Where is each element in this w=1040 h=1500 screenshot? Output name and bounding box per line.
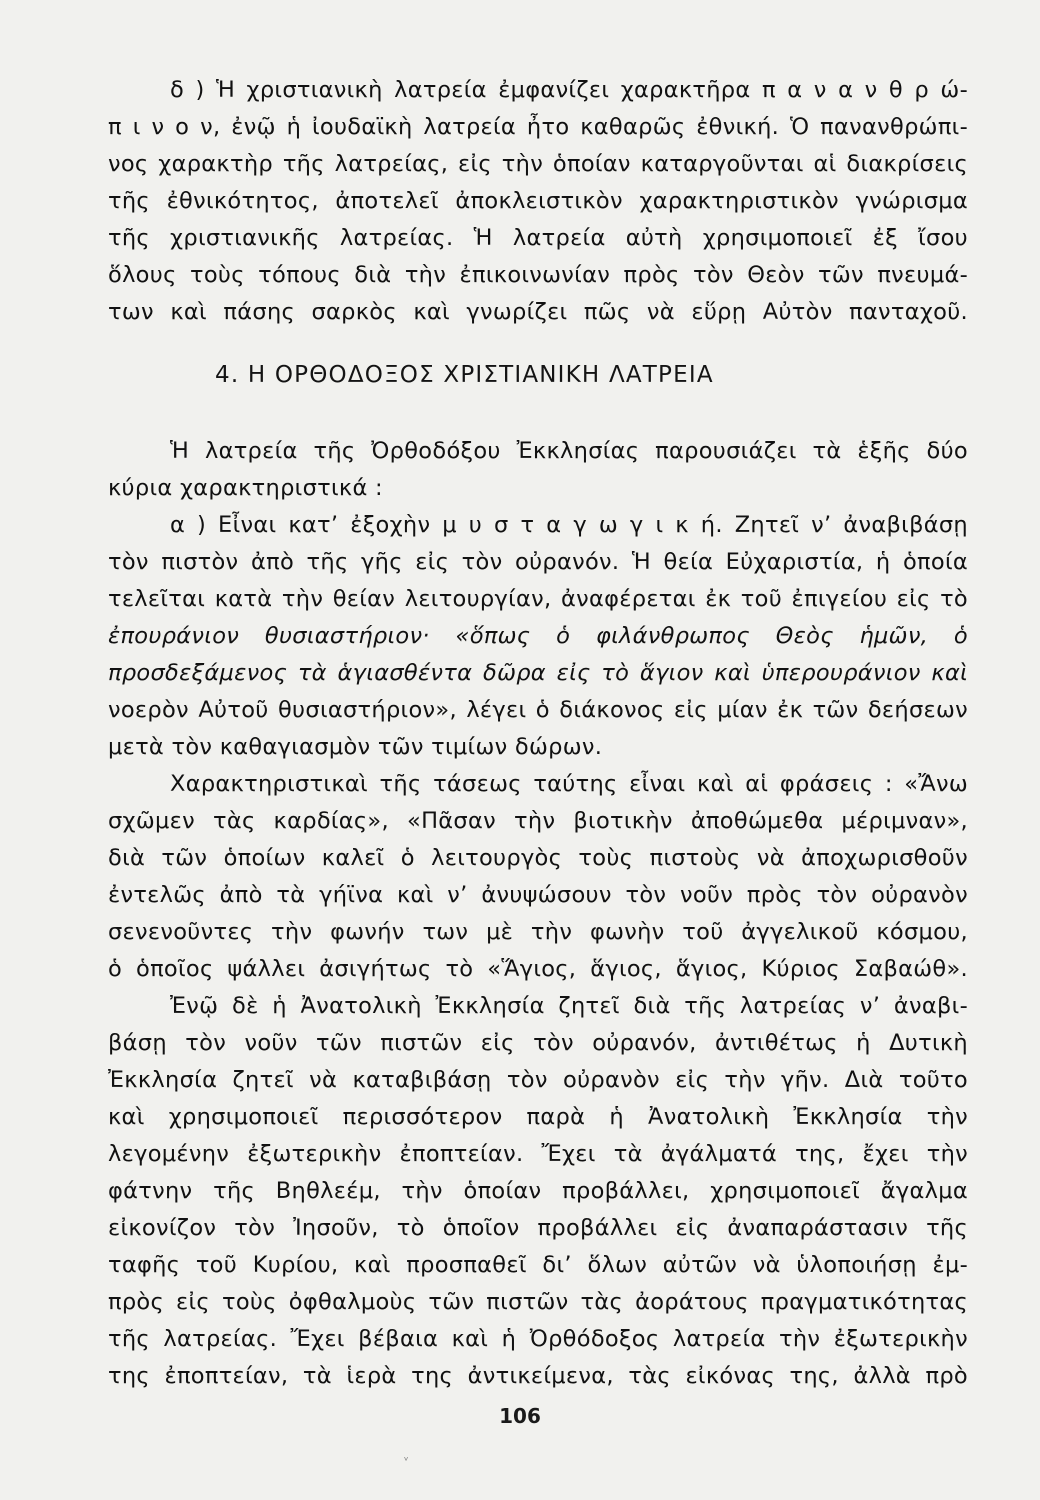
text-line: βάσῃ τὸν νοῦν τῶν πιστῶν εἰς τὸν οὐρανόν, ἀντιθέτως ἡ Δυτικὴ xyxy=(108,1030,968,1056)
text-line: προσδεξάμενος τὰ ἁγιασθέντα δῶρα εἰς τὸ ἅγιον καὶ ὑπερουράνιον καὶ xyxy=(108,660,968,686)
text-line: α ) Εἶναι κατ’ ἐξοχὴν μ υ σ τ α γ ω γ ι κ ή. Ζητεῖ ν’ ἀναβιβάσῃ xyxy=(170,512,968,538)
section-heading: 4. Η ΟΡΘΟΔΟΞΟΣ ΧΡΙΣΤΙΑΝΙΚΗ ΛΑΤΡΕΙΑ xyxy=(215,362,714,388)
text-line: ὁ ὁποῖος ψάλλει ἀσιγήτως τὸ «Ἅγιος, ἅγιος, ἅγιος, Κύριος Σαβαώθ». xyxy=(108,956,968,982)
text-line: τῆς ἐθνικότητος, ἀποτελεῖ ἀποκλειστικὸν χαρακτηριστικὸν γνώρισμα xyxy=(108,188,968,214)
text-line: Χαρακτηριστικαὶ τῆς τάσεως ταύτης εἶναι καὶ αἱ φράσεις : «Ἄνω xyxy=(170,771,968,797)
text-line: τῆς χριστιανικῆς λατρείας. Ἡ λατρεία αὐτὴ χρησιμοποιεῖ ἐξ ἴσου xyxy=(108,225,968,251)
text-line: τῆς λατρείας. Ἔχει βέβαια καὶ ἡ Ὀρθόδοξος λατρεία τὴν ἐξωτερικὴν xyxy=(108,1326,968,1352)
text-line: των καὶ πάσης σαρκὸς καὶ γνωρίζει πῶς νὰ εὕρῃ Αὐτὸν πανταχοῦ. xyxy=(108,299,968,325)
text-line: σενενοῦντες τὴν φωνήν των μὲ τὴν φωνὴν τοῦ ἀγγελικοῦ κόσμου, xyxy=(108,919,968,945)
text-line: σχῶμεν τὰς καρδίας», «Πᾶσαν τὴν βιοτικὴν ἀποθώμεθα μέριμναν», xyxy=(108,808,968,834)
paragraph-bottom xyxy=(108,433,968,1395)
text-line: ταφῆς τοῦ Κυρίου, καὶ προσπαθεῖ δι’ ὅλων αὐτῶν νὰ ὑλοποιήσῃ ἐμ- xyxy=(108,1252,968,1278)
text-line: ἐντελῶς ἀπὸ τὰ γήϊνα καὶ ν’ ἀνυψώσουν τὸν νοῦν πρὸς τὸν οὐρανὸν xyxy=(108,882,968,908)
text-line: π ι ν ο ν, ἐνῷ ἡ ἰουδαϊκὴ λατρεία ἦτο καθαρῶς ἐθνική. Ὁ πανανθρώπι- xyxy=(108,114,968,140)
text-line: τὸν πιστὸν ἀπὸ τῆς γῆς εἰς τὸν οὐρανόν. Ἡ θεία Εὐχαριστία, ἡ ὁποία xyxy=(108,549,968,575)
text-line: δ ) Ἡ χριστιανικὴ λατρεία ἐμφανίζει χαρακτῆρα π α ν α ν θ ρ ώ- xyxy=(170,77,968,103)
text-line: κύρια χαρακτηριστικά : xyxy=(108,475,383,501)
scan-speck: ᵛ xyxy=(404,1454,409,1467)
text-line: μετὰ τὸν καθαγιασμὸν τῶν τιμίων δώρων. xyxy=(108,734,603,760)
text-line: της ἐποπτείαν, τὰ ἱερὰ της ἀντικείμενα, τὰς εἰκόνας της, ἀλλὰ πρὸ xyxy=(108,1363,968,1389)
text-line: νοερὸν Αὐτοῦ θυσιαστήριον», λέγει ὁ διάκονος εἰς μίαν ἐκ τῶν δεήσεων xyxy=(108,697,968,723)
text-line: ὅλους τοὺς τόπους διὰ τὴν ἐπικοινωνίαν πρὸς τὸν Θεὸν τῶν πνευμά- xyxy=(108,262,968,288)
text-line: λεγομένην ἐξωτερικὴν ἐποπτείαν. Ἔχει τὰ ἀγάλματά της, ἔχει τὴν xyxy=(108,1141,968,1167)
text-line: διὰ τῶν ὁποίων καλεῖ ὁ λειτουργὸς τοὺς πιστοὺς νὰ ἀποχωρισθοῦν xyxy=(108,845,968,871)
text-line: ἐπουράνιον θυσιαστήριον· «ὅπως ὁ φιλάνθρωπος Θεὸς ἡμῶν, ὁ xyxy=(108,623,968,649)
text-line: Ἐνῷ δὲ ἡ Ἀνατολικὴ Ἐκκλησία ζητεῖ διὰ τῆς λατρείας ν’ ἀναβι- xyxy=(170,993,968,1019)
text-line: πρὸς εἰς τοὺς ὀφθαλμοὺς τῶν πιστῶν τὰς ἀοράτους πραγματικότητας xyxy=(108,1289,968,1315)
text-line: καὶ χρησιμοποιεῖ περισσότερον παρὰ ἡ Ἀνατολικὴ Ἐκκλησία τὴν xyxy=(108,1104,968,1130)
text-line: Ἡ λατρεία τῆς Ὀρθοδόξου Ἐκκλησίας παρουσιάζει τὰ ἑξῆς δύο xyxy=(170,438,968,464)
paragraph-top xyxy=(108,72,968,331)
text-line: εἰκονίζον τὸν Ἰησοῦν, τὸ ὁποῖον προβάλλει εἰς ἀναπαράστασιν τῆς xyxy=(108,1215,968,1241)
page-number: 106 xyxy=(499,1404,541,1428)
text-line: φάτνην τῆς Βηθλεέμ, τὴν ὁποίαν προβάλλει, χρησιμοποιεῖ ἄγαλμα xyxy=(108,1178,968,1204)
text-line: τελεῖται κατὰ τὴν θείαν λειτουργίαν, ἀναφέρεται ἐκ τοῦ ἐπιγείου εἰς τὸ xyxy=(108,586,968,612)
text-line: νος χαρακτὴρ τῆς λατρείας, εἰς τὴν ὁποίαν καταργοῦνται αἱ διακρίσεις xyxy=(108,151,968,177)
text-line: Ἐκκλησία ζητεῖ νὰ καταβιβάσῃ τὸν οὐρανὸν εἰς τὴν γῆν. Διὰ τοῦτο xyxy=(108,1067,968,1093)
